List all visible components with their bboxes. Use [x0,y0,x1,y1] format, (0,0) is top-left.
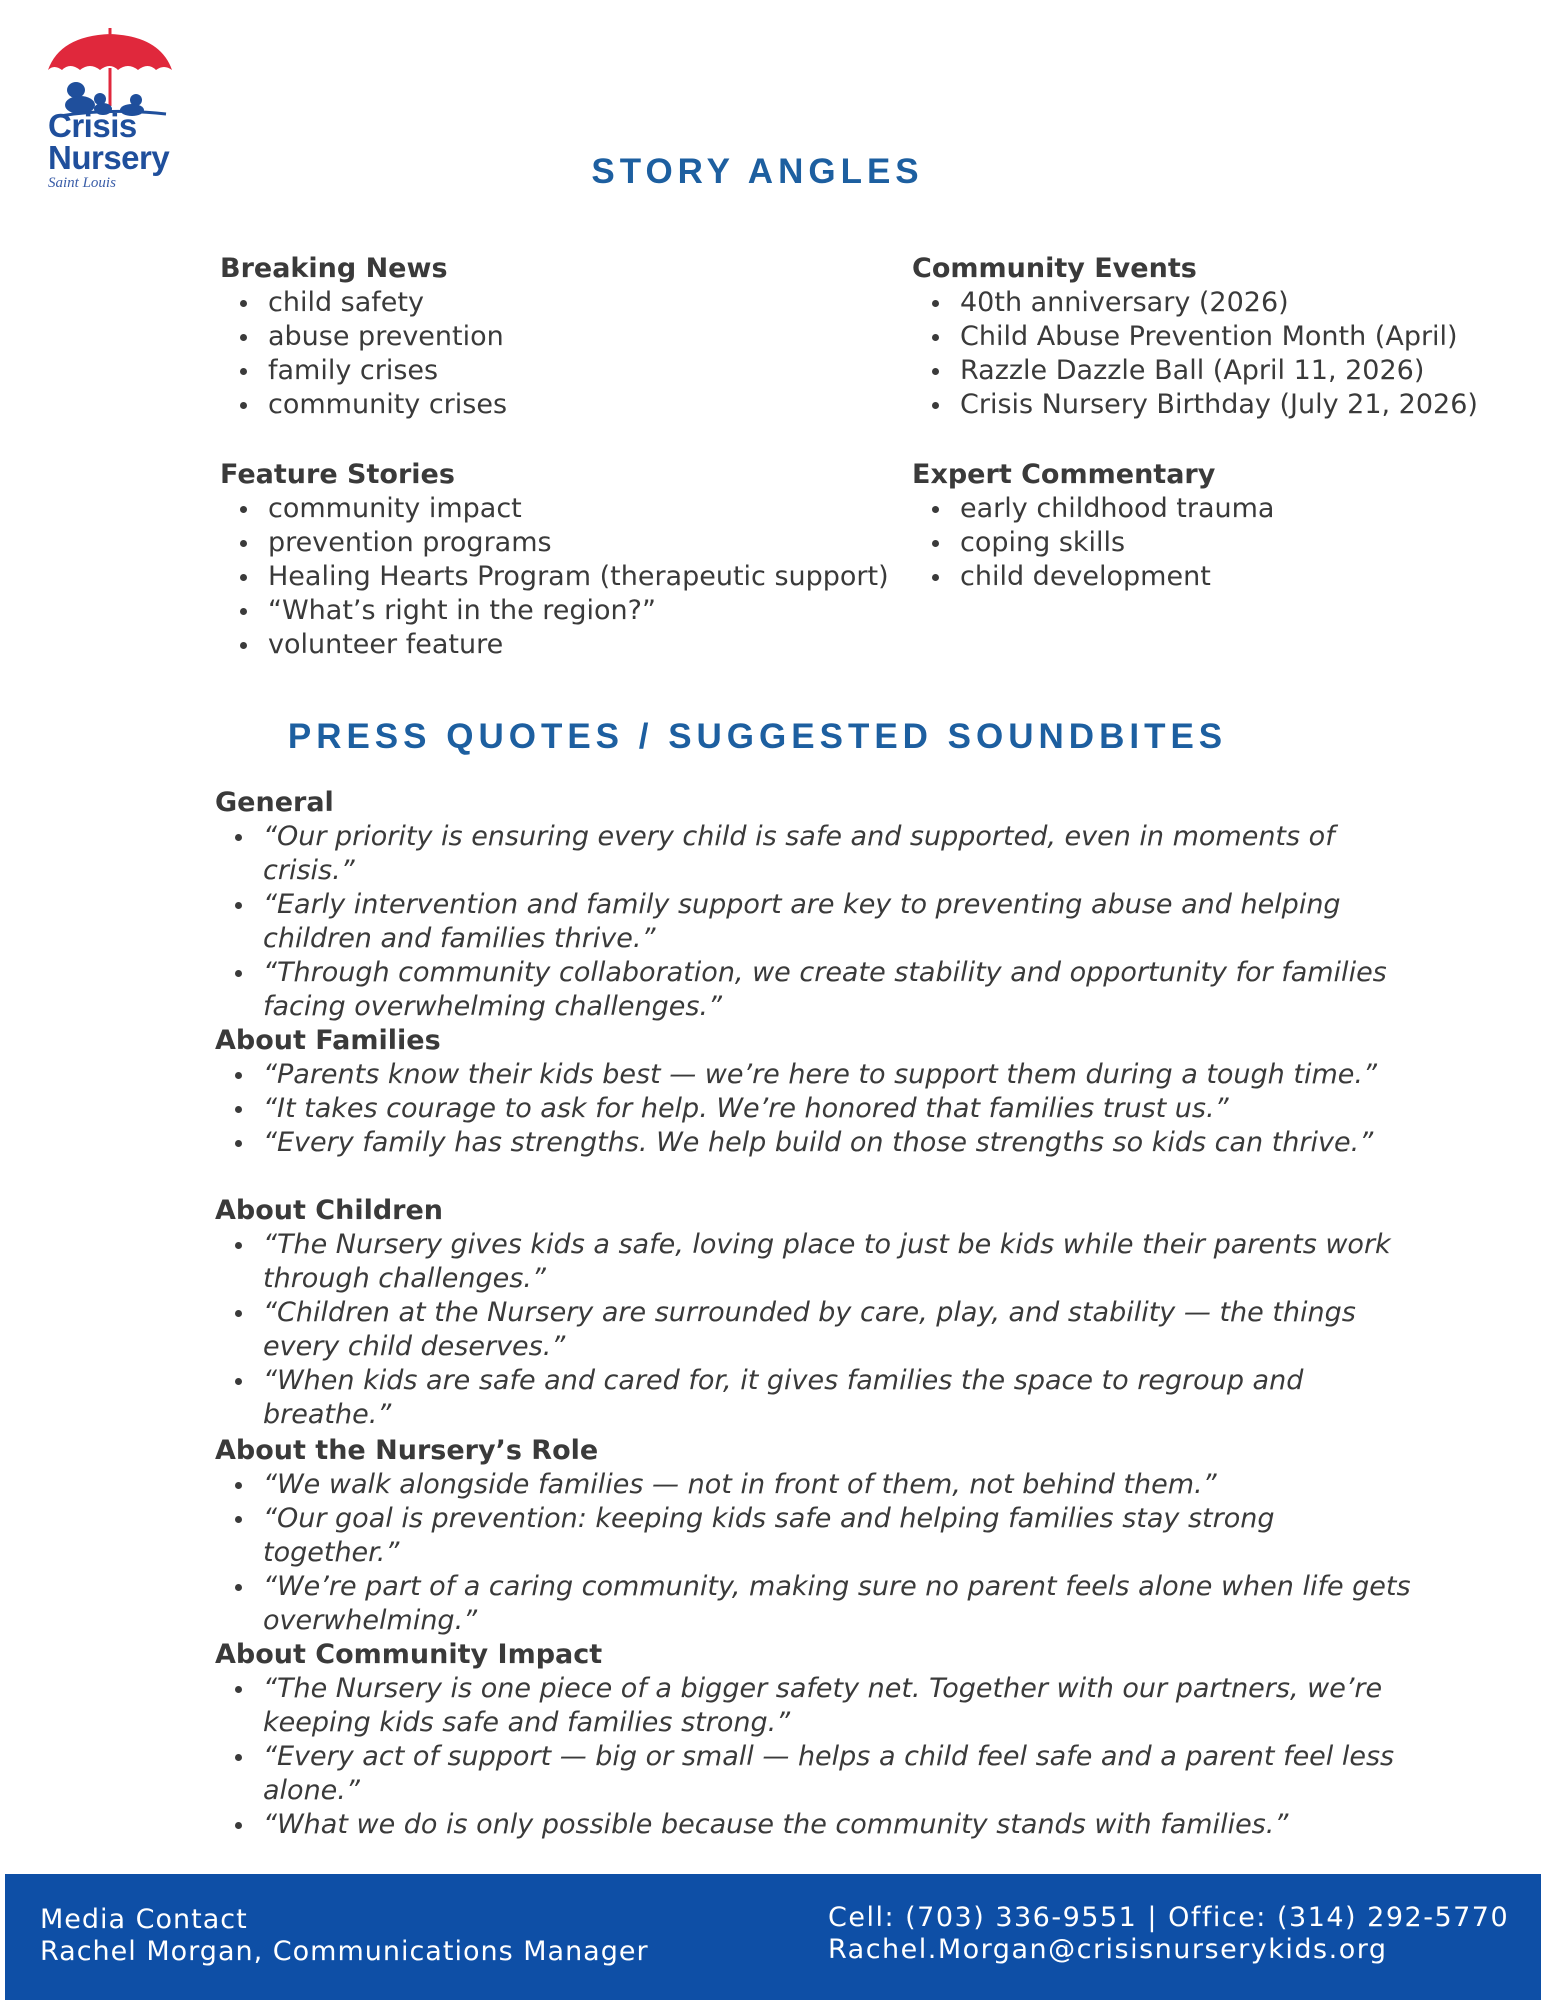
group-title: About Families [215,1025,441,1056]
list-item: community impact [220,492,889,526]
quote-item: “It takes courage to ask for help. We’re honored that families trust us.” [215,1092,1415,1126]
group-title: Feature Stories [220,459,455,490]
quote-item: “Our goal is prevention: keeping kids safe and helping families stay strong together.” [215,1502,1415,1570]
story-angle-expert-commentary [912,458,1274,594]
group-title: General [215,787,334,818]
media-contact-footer [5,1874,1541,2000]
story-angle-community-events [912,252,1478,422]
footer-label: Media Contact [40,1904,248,1935]
quote-item: “The Nursery gives kids a safe, loving place to just be kids while their parents work through challenges.” [215,1228,1415,1296]
press-quotes-heading: PRESS QUOTES / SUGGESTED SOUNDBITES [287,717,1228,756]
footer-phone-email-block [828,1902,1509,1966]
quote-item: “Our priority is ensuring every child is safe and supported, even in moments of crisis.” [215,820,1415,888]
list-item: 40th anniversary (2026) [912,286,1478,320]
quote-item: “What we do is only possible because the community stands with families.” [215,1808,1415,1842]
quotes-about-nursery-role [215,1434,1415,1638]
list-item: abuse prevention [220,320,507,354]
quotes-general [215,786,1415,1024]
quote-item: “We walk alongside families — not in front of them, not behind them.” [215,1468,1415,1502]
list-item: family crises [220,354,507,388]
group-title: Community Events [912,253,1197,284]
group-title: Expert Commentary [912,459,1216,490]
logo-wordmark: Crisis Nursery [48,107,170,176]
quote-item: “Early intervention and family support are key to preventing abuse and helping children and families thrive.” [215,888,1415,956]
list-item: coping skills [912,526,1274,560]
group-title: About Children [215,1195,444,1226]
logo-tagline: Saint Louis [48,175,116,191]
story-angle-feature-stories [220,458,889,662]
story-angle-breaking-news [220,252,507,422]
list-item: early childhood trauma [912,492,1274,526]
footer-contact-block [40,1904,649,1968]
quote-item: “When kids are safe and cared for, it gives families the space to regroup and breathe.” [215,1364,1415,1432]
footer-phones: Cell: (703) 336-9551 | Office: (314) 292-5770 [828,1902,1510,1933]
quotes-about-families [215,1024,1415,1160]
group-title: About Community Impact [215,1639,603,1670]
list-item: Razzle Dazzle Ball (April 11, 2026) [912,354,1478,388]
list-item: “What’s right in the region?” [220,594,889,628]
quote-item: “Children at the Nursery are surrounded by care, play, and stability — the things every child deserves.” [215,1296,1415,1364]
quote-item: “We’re part of a caring community, making sure no parent feels alone when life gets overwhelming.” [215,1570,1415,1638]
list-item: child safety [220,286,507,320]
quote-item: “The Nursery is one piece of a bigger safety net. Together with our partners, we’re keeping kids safe and families strong.” [215,1672,1415,1740]
list-item: prevention programs [220,526,889,560]
list-item: Crisis Nursery Birthday (July 21, 2026) [912,388,1478,422]
quote-item: “Parents know their kids best — we’re here to support them during a tough time.” [215,1058,1415,1092]
list-item: Child Abuse Prevention Month (April) [912,320,1478,354]
group-title: Breaking News [220,253,448,284]
umbrella-family-icon [40,28,180,118]
list-item: community crises [220,388,507,422]
list-item: volunteer feature [220,628,889,662]
quote-item: “Every act of support — big or small — helps a child feel safe and a parent feel less alone.” [215,1740,1415,1808]
quotes-about-children [215,1194,1415,1432]
quote-item: “Every family has strengths. We help build on those strengths so kids can thrive.” [215,1126,1415,1160]
quote-item: “Through community collaboration, we create stability and opportunity for families facing overwhelming challenges.” [215,956,1415,1024]
footer-contact-name: Rachel Morgan, Communications Manager [40,1936,649,1967]
footer-email[interactable]: Rachel.Morgan@crisisnurserykids.org [828,1934,1388,1965]
list-item: child development [912,560,1274,594]
list-item: Healing Hearts Program (therapeutic support) [220,560,889,594]
story-angles-heading: STORY ANGLES [591,152,924,191]
quotes-about-community-impact [215,1638,1415,1842]
group-title: About the Nursery’s Role [215,1435,599,1466]
